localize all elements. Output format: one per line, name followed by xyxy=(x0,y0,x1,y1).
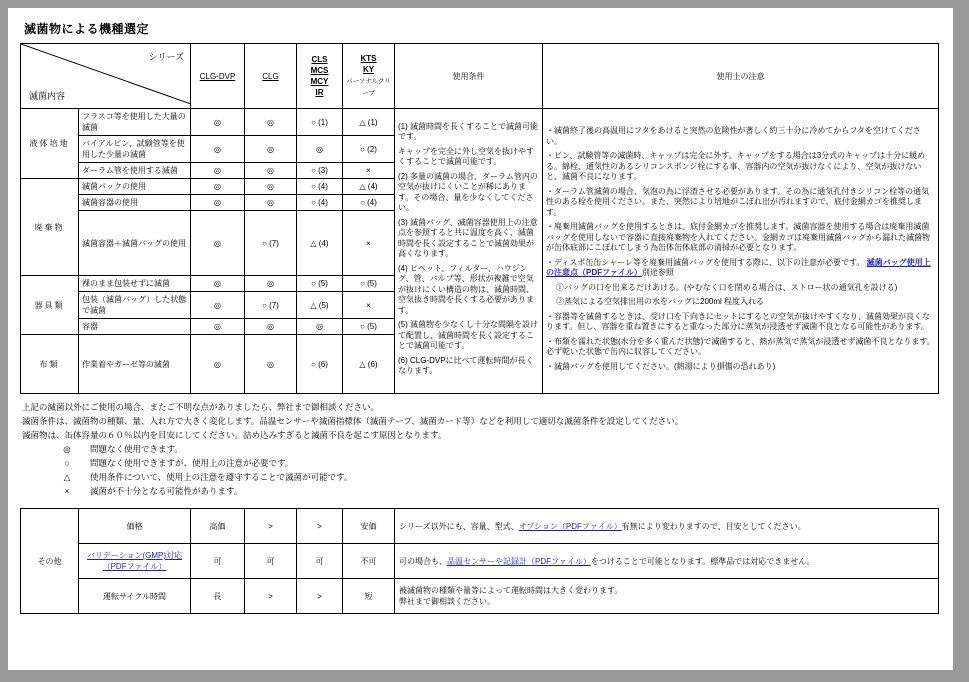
mark-kts: ○ (5) xyxy=(343,319,395,335)
mark-kts: △ (1) xyxy=(343,109,395,136)
header-col-ky[interactable]: KY xyxy=(362,65,375,74)
header-col-mcy[interactable]: MCY xyxy=(310,77,329,86)
other-cell-kts: 不可 xyxy=(343,544,395,579)
mark-clg: ◎ xyxy=(245,163,297,179)
condition-item: (1) 滅菌時間を長くすることで滅菌可能です。 xyxy=(398,121,538,141)
mark-clg-dvp: ◎ xyxy=(191,292,245,319)
mark-clg: ◎ xyxy=(245,179,297,195)
other-cell-clg: > xyxy=(245,579,297,614)
header-col-kts-ky[interactable] xyxy=(343,44,395,109)
item-name: バイアルビン、試験管等を使用した少量の滅菌 xyxy=(79,136,191,163)
option-pdf-link[interactable]: オプション（PDFファイル） xyxy=(518,521,622,531)
header-col-mcs[interactable]: MCS xyxy=(310,66,329,75)
other-cell-clg-dvp: 長 xyxy=(191,579,245,614)
mark-clg-dvp: ◎ xyxy=(191,179,245,195)
item-name: 作業着やガーゼ等の滅菌 xyxy=(79,335,191,394)
header-col-conditions: 使用条件 xyxy=(395,44,543,109)
legend-symbol: ○ xyxy=(64,458,70,468)
mark-clg-dvp: ◎ xyxy=(191,319,245,335)
mark-cls: ○ (1) xyxy=(297,109,343,136)
mark-cls: ○ (5) xyxy=(297,276,343,292)
header-col-kts[interactable]: KTS xyxy=(360,54,377,63)
caution-item: ・ダーラム管滅菌の場合、気泡の為に浮渣させる必要があります。その為に通気孔付きシリコン栓等の通気性のある栓を使用ください。また、突然により培地がこぼれ出が汚れますので、底付金網カゴを推奨します。 xyxy=(546,186,930,217)
category-waste: 廃棄物 xyxy=(21,179,79,276)
other-cell-clg-dvp: 可 xyxy=(191,544,245,579)
table-row xyxy=(21,544,939,579)
legend-text: 使用条件について、使用上の注意を遵守することで滅菌が可能です。 xyxy=(90,472,353,482)
other-cell-clg: 可 xyxy=(245,544,297,579)
mark-clg-dvp: ◎ xyxy=(191,163,245,179)
caution-item: ①バッグの口を出来るだけあける。(やむなく口を閉める場合は、ストロー状の通気孔を設ける) xyxy=(556,282,898,292)
caution-item: ・ビン、試験管等の滅菌時、キャップは完全に外す。キャップをする場合は3分式のキャップは十分に緩める。綿栓、通気性のあるシリコンスポンジ栓にする事、容器内の空気が抜けなくにより、空気が抜けないと、滅菌不良になります。 xyxy=(546,151,926,181)
mark-kts: ○ (5) xyxy=(343,276,395,292)
category-instruments: 器具類 xyxy=(21,276,79,335)
mark-clg: ○ (7) xyxy=(245,292,297,319)
other-note xyxy=(395,509,939,544)
other-row-name-price: 価格 xyxy=(79,509,191,544)
item-name: 滅菌容器＋滅菌バッグの使用 xyxy=(79,211,191,276)
legend-row xyxy=(44,456,939,470)
table-row xyxy=(21,579,939,614)
header-content-label: 滅菌内容 xyxy=(29,91,66,101)
other-note xyxy=(395,544,939,579)
legend-symbol: ◎ xyxy=(63,444,71,454)
caution-item: ②蒸気による空気排出用の水をバッグに200ml 程度入れる xyxy=(556,297,765,306)
condition-item: (6) CLG-DVPに比べて運転時間が長くなります。 xyxy=(398,355,534,375)
mark-clg-dvp: ◎ xyxy=(191,276,245,292)
legend-text: 問題なく使用できますが、使用上の注意が必要です。 xyxy=(90,458,294,468)
mark-clg-dvp: ◎ xyxy=(191,195,245,211)
table-row xyxy=(21,109,939,136)
item-name: フラスコ等を使用した大量の滅菌 xyxy=(79,109,191,136)
mark-clg: ◎ xyxy=(245,335,297,394)
legend-text: 滅菌が不十分となる可能性があります。 xyxy=(90,486,243,496)
mark-clg-dvp: ◎ xyxy=(191,136,245,163)
mark-clg-dvp: ◎ xyxy=(191,211,245,276)
mark-clg: ◎ xyxy=(245,109,297,136)
legend-row xyxy=(44,484,939,498)
item-name: 包装（滅菌バッグ）した状態で滅菌 xyxy=(79,292,191,319)
selection-table xyxy=(20,43,939,394)
header-diagonal-cell xyxy=(21,44,191,109)
caution-item: ・滅菌バッグを使用してください。(熱湯により損傷の恐れあり) xyxy=(546,361,776,371)
mark-clg-dvp: ◎ xyxy=(191,335,245,394)
caution-item-with-link xyxy=(546,258,935,279)
sensor-recorder-pdf-link[interactable]: 品温センサーや記録計（PDFファイル） xyxy=(447,556,591,566)
caution-item: ・布類を濡れた状態(水分を多く重んだ状態)で滅菌すると、熱が蒸気で蒸気が浸透せず滅菌不良となります。必ず乾いた状態で缶内に収容してください。 xyxy=(546,336,935,356)
legend-symbol: △ xyxy=(63,472,71,482)
mark-cls: ○ (4) xyxy=(297,179,343,195)
other-note xyxy=(395,579,939,614)
caution-item: ・廃棄用滅菌バッグを使用するときは、底付金網カゴを推奨します。滅菌容器を使用する場合は廃棄用滅菌バッグを使用しないで容器に直接廃棄物を入れてください。金網カゴは廃棄用滅菌バッグから漏れた滅菌物が缶体底部にこぼれてしまう為缶体缶体底部の清掃が必要となります。 xyxy=(546,222,930,252)
mark-clg-dvp: ◎ xyxy=(191,109,245,136)
header-col-clg-dvp[interactable]: CLG-DVP xyxy=(191,44,245,109)
condition-item: キャップを完全に外し空気を抜けやすくすることで滅菌可能です。 xyxy=(398,146,534,166)
cautions-cell xyxy=(543,109,939,394)
mark-cls: △ (5) xyxy=(297,292,343,319)
mark-kts: △ (6) xyxy=(343,335,395,394)
mark-clg: ◎ xyxy=(245,136,297,163)
mark-kts: △ (4) xyxy=(343,179,395,195)
mark-clg: ◎ xyxy=(245,276,297,292)
other-row-name-cycle-time: 運転サイクル時間 xyxy=(79,579,191,614)
other-cell-kts: 安価 xyxy=(343,509,395,544)
other-note-second: 弊社まで御相談ください。 xyxy=(399,597,495,606)
other-cell-cls: 可 xyxy=(297,544,343,579)
bag-usage-pdf-link-tail: 別途参照 xyxy=(641,268,674,277)
other-row-name-validation[interactable] xyxy=(79,544,191,579)
other-cell-clg: > xyxy=(245,509,297,544)
other-cell-cls: > xyxy=(297,579,343,614)
legend-row xyxy=(44,470,939,484)
item-name: ダーラム管を使用する滅菌 xyxy=(79,163,191,179)
document-page xyxy=(8,8,953,670)
mark-cls: ○ (3) xyxy=(297,163,343,179)
other-note-pre: 可の場合も、 xyxy=(399,556,447,566)
category-fabrics: 布類 xyxy=(21,335,79,394)
mark-kts: ○ (4) xyxy=(343,195,395,211)
header-col-clg[interactable]: CLG xyxy=(245,44,297,109)
mark-clg: ◎ xyxy=(245,195,297,211)
other-note-post: をつけることで可能となります。標準品では対応できません。 xyxy=(590,556,815,566)
page-title: 滅菌物による機種選定 xyxy=(24,22,150,36)
mark-clg: ○ (7) xyxy=(245,211,297,276)
footer-note: 滅菌条件は、滅菌物の種類、量、入れ方で大きく変化します。品温センサーや滅菌指標体（滅菌テープ、滅菌カード等）などを利用して適切な滅菌条件を設定してください。 xyxy=(22,416,684,426)
other-table xyxy=(20,508,939,614)
mark-clg: ◎ xyxy=(245,319,297,335)
other-label: その他 xyxy=(21,509,79,614)
mark-cls: ◎ xyxy=(297,319,343,335)
header-series-label: シリーズ xyxy=(148,52,184,62)
caution-item: ・容器等を滅菌するときは、受け口を下向きにセットにするとの空気が抜けやすくなり、滅菌効果が良くなります。但し、容器を重ね置きにすると重なった部分に蒸気が浸透せず滅菌不良となる可能性があります。 xyxy=(546,311,930,331)
mark-cls: ○ (6) xyxy=(297,335,343,394)
header-col-kts-sub: パーソナルクリーブ xyxy=(346,78,391,97)
other-note-pre: 被滅菌物の種類や量等によって運転時間は大きく変わります。 xyxy=(399,586,623,595)
condition-item: (3) 滅菌バッグ、滅菌容器使用上の注意点を参照すると共に温度を高く、滅菌時間を長く設定することで滅菌効果が高くなります。 xyxy=(398,217,538,258)
other-cell-cls: > xyxy=(297,509,343,544)
category-liquid-medium: 液体培地 xyxy=(21,109,79,179)
other-note-pre: シリーズ以外にも、容量、型式、 xyxy=(399,521,519,531)
header-col-cls[interactable]: CLS xyxy=(311,55,328,64)
legend-row xyxy=(44,442,939,456)
item-name: 容器 xyxy=(79,319,191,335)
mark-kts: × xyxy=(343,292,395,319)
mark-kts: × xyxy=(343,163,395,179)
mark-cls: ◎ xyxy=(297,136,343,163)
bag-usage-pdf-link[interactable]: 滅菌バッグ使用上の注意点（PDFファイル） xyxy=(546,257,931,277)
header-col-cautions: 使用上の注意 xyxy=(543,44,939,109)
caution-item: ・滅菌終了後の高温用にフタをあけると突然の危険性が著しく約三十分に冷めてからフタを空けてください。 xyxy=(546,126,921,146)
legend-symbol: × xyxy=(64,486,70,496)
other-note-post: 有無により変わりますので、目安としてください。 xyxy=(621,521,806,531)
item-name: 滅菌パックの使用 xyxy=(79,179,191,195)
validation-pdf-link-sub[interactable]: （PDFファイル） xyxy=(102,562,167,571)
legend-text: 問題なく使用できます。 xyxy=(90,444,183,454)
condition-item: (2) 多量の滅菌の場合、ダーラム管内の空気が抜けにくいことが稀にあります。その場合、量を少なくしてください。 xyxy=(398,171,538,212)
footer-notes xyxy=(22,400,939,498)
validation-pdf-link[interactable]: バリデーション(GMP)対応 xyxy=(86,551,183,560)
item-name: 滅菌容器の使用 xyxy=(79,195,191,211)
condition-item: (5) 滅菌物を少なくし十分な間隔を設けて配置し、滅菌時間を長く設定することで滅菌可能です。 xyxy=(398,320,538,350)
header-col-cls-mcs-mcy-ir[interactable] xyxy=(297,44,343,109)
header-col-ir[interactable]: IR xyxy=(315,88,324,97)
mark-cls: △ (4) xyxy=(297,211,343,276)
other-cell-clg-dvp: 高価 xyxy=(191,509,245,544)
footer-note: 滅菌物は、缶体容量の６０％以内を目安にしてください。詰め込みすぎると滅菌不良を起こす原因となります。 xyxy=(22,430,447,440)
item-name: 裸のまま包装せずに滅菌 xyxy=(79,276,191,292)
mark-cls: ○ (4) xyxy=(297,195,343,211)
table-row xyxy=(21,509,939,544)
mark-kts: × xyxy=(343,211,395,276)
mark-kts: ○ (2) xyxy=(343,136,395,163)
footer-note: 上記の滅菌以外にご使用の場合、またご不明な点がありましたら、弊社まで御相談ください。 xyxy=(22,402,380,412)
condition-item: (4) ピペット、フィルター、ハウジング、管、バルブ等、形状が複雑で空気が抜けにくい構造の物は、滅菌時間、空気抜き時間を長くする必要があります。 xyxy=(398,263,534,315)
table-header-row xyxy=(21,44,939,109)
caution-item: ・ディスポ缶缶シャーレ等を廃棄用滅菌バッグを使用する際に、以下の注意が必要です。 xyxy=(546,257,865,267)
conditions-cell xyxy=(395,109,543,394)
other-cell-kts: 短 xyxy=(343,579,395,614)
